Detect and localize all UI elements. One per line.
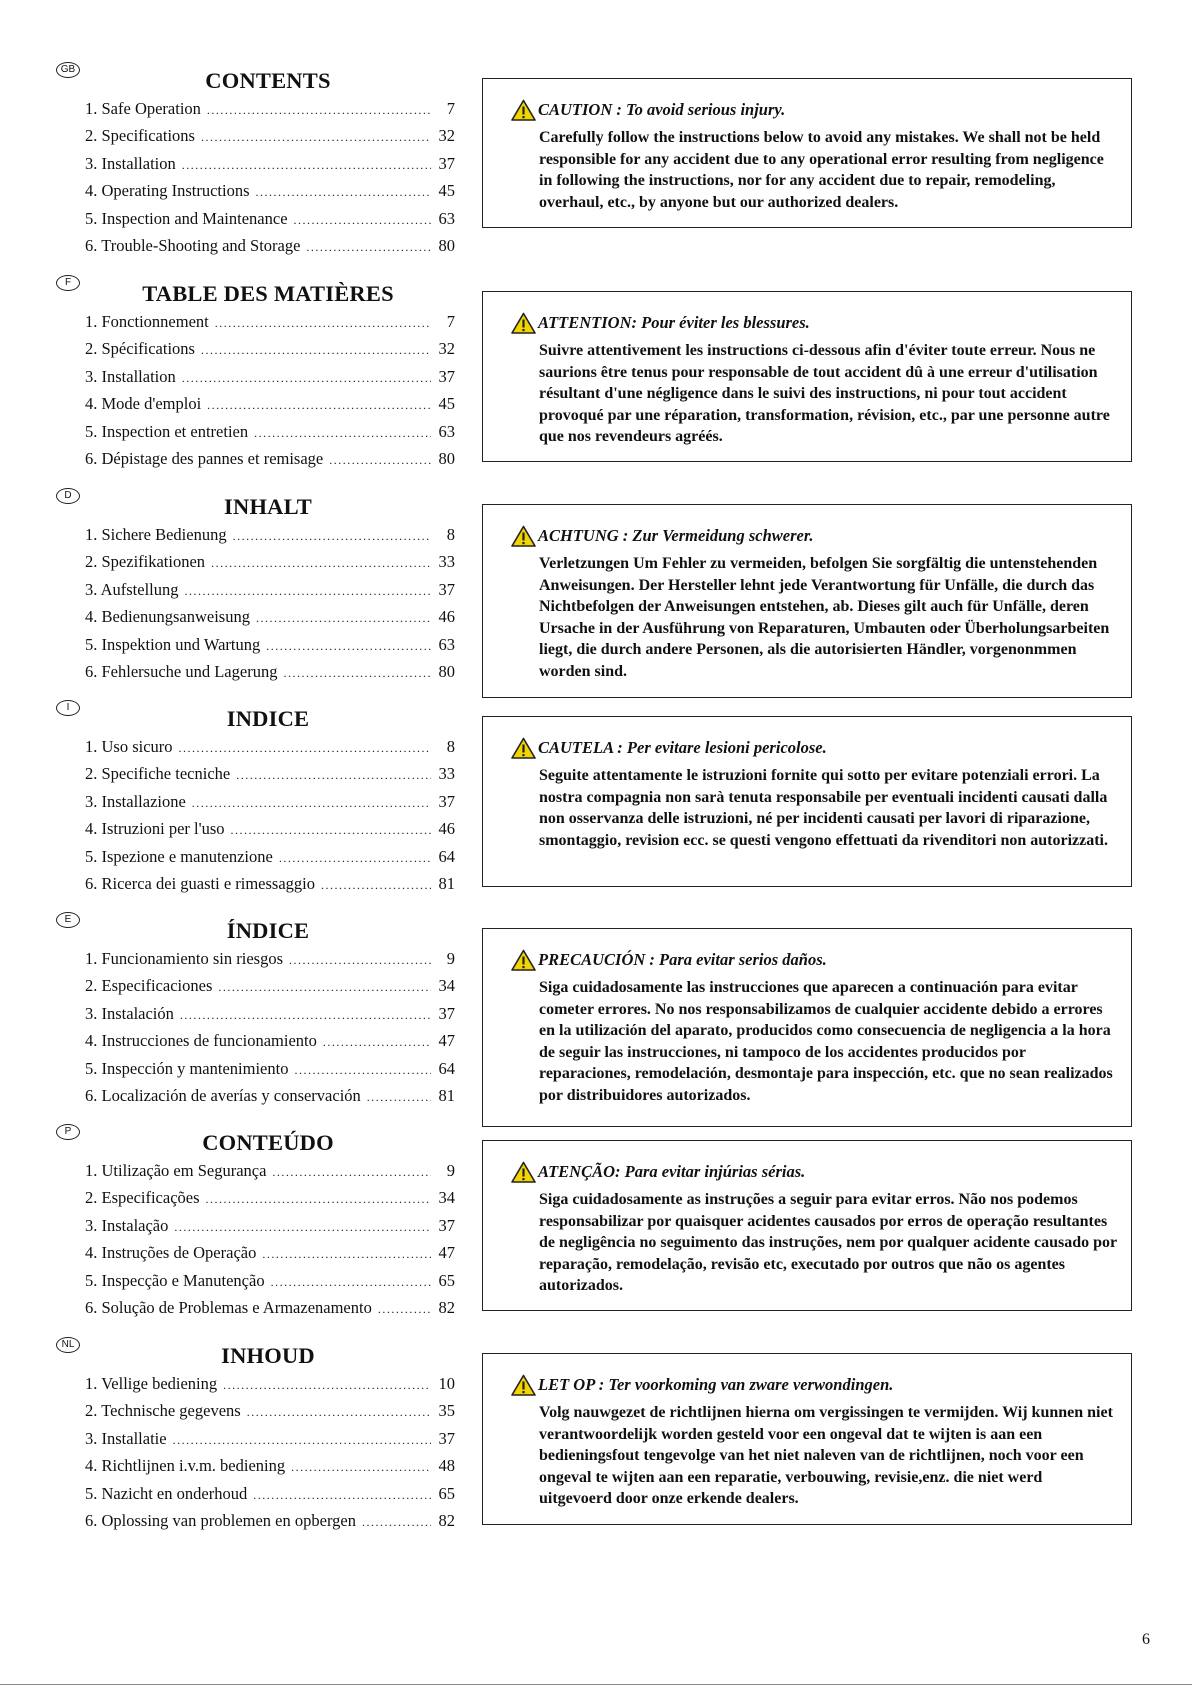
toc-entry-page: 33: [438, 552, 455, 572]
language-code-badge: GB: [56, 62, 80, 78]
toc-leader-dots: [182, 371, 431, 386]
toc-list: [85, 99, 455, 263]
caution-body-text: Verletzungen Um Fehler zu vermeiden, befolgen Sie sorgfältig die untenstehenden Anweisungen. Der Hersteller lehnt jede Verantwortung für Unfälle, die durch das Nichtbefolgen der Anweisungen entstehen, ab. Dieses gilt auch für Unfälle, deren Ursache in der Ausführung von Reparaturen, Umbauten oder Überholungsarbeiten liegt, die durch andere Personen, als die autorisierten Händler, vorgenonmmen worden sind.: [539, 555, 1110, 680]
toc-leader-dots: [362, 1515, 431, 1530]
toc-leader-dots: [223, 1378, 431, 1393]
toc-entry-label: 3. Instalação: [85, 1215, 169, 1235]
toc-entry-page: 64: [438, 846, 455, 866]
toc-leader-dots: [201, 343, 431, 358]
toc-entry-label: 5. Inspection et entretien: [85, 421, 249, 441]
toc-leader-dots: [306, 240, 431, 255]
toc-title: ÍNDICE: [226, 918, 310, 943]
warning-triangle-icon: [511, 312, 536, 334]
toc-leader-dots: [291, 1460, 431, 1475]
toc-leader-dots: [233, 529, 431, 544]
caution-heading-text: ATTENTION: Pour éviter les blessures.: [538, 313, 810, 332]
toc-entry-label: 2. Specifiche tecniche: [85, 764, 231, 784]
toc-leader-dots: [253, 1488, 431, 1503]
toc-entry[interactable]: [85, 312, 455, 339]
toc-entry[interactable]: [85, 1429, 455, 1456]
language-section: [0, 912, 1192, 1138]
toc-entry[interactable]: [85, 449, 455, 476]
toc-entry-label: 4. Istruzioni per l'uso: [85, 819, 225, 839]
toc-entry-page: 63: [438, 421, 455, 441]
toc-entry[interactable]: [85, 976, 455, 1003]
toc-title: INDICE: [226, 706, 310, 731]
toc-entry-label: 1. Safe Operation: [85, 99, 201, 118]
toc-leader-dots: [218, 980, 431, 995]
toc-entry-label: 3. Installazione: [85, 791, 186, 811]
toc-entry[interactable]: [85, 1456, 455, 1483]
caution-heading-text: LET OP : Ter voorkoming van zware verwondingen.: [538, 1375, 894, 1394]
toc-leader-dots: [211, 556, 431, 571]
toc-entry-label: 6. Trouble-Shooting and Storage: [85, 235, 301, 255]
toc-entry-label: 4. Operating Instructions: [85, 181, 250, 201]
caution-box: [482, 928, 1132, 1127]
toc-leader-dots: [323, 1035, 431, 1050]
warning-triangle-icon: [511, 99, 536, 121]
toc-entry[interactable]: [85, 819, 455, 846]
toc-entry-page: 7: [446, 312, 455, 331]
toc-entry[interactable]: [85, 1059, 455, 1086]
toc-entry-label: 2. Spezifikationen: [85, 552, 206, 572]
toc-entry-page: 81: [438, 1085, 455, 1105]
caution-body-text: Seguite attentamente le istruzioni fornite qui sotto per evitare potenziali errori. La nostra compagnia non sarà tenuta responsabile per eventuali incidenti causati dalla non osservanza delle istruzioni, né per incidenti causati per lavori di riparazione, smontaggio, revision ecc. se questi vengono effettuati da rivenditori non autorizzati.: [539, 767, 1108, 849]
toc-entry[interactable]: [85, 181, 455, 208]
toc-entry-label: 6. Ricerca dei guasti e rimessaggio: [85, 873, 316, 893]
caution-heading: [511, 525, 814, 547]
toc-entry-page: 32: [438, 339, 455, 359]
toc-leader-dots: [207, 103, 431, 118]
warning-triangle-icon: [511, 1161, 536, 1183]
toc-leader-dots: [247, 1405, 431, 1420]
toc-leader-dots: [173, 1433, 431, 1448]
toc-entry-page: 8: [446, 737, 455, 756]
toc-entry-page: 81: [438, 873, 455, 893]
toc-entry[interactable]: [85, 209, 455, 236]
toc-entry[interactable]: [85, 1511, 455, 1538]
toc-list: [85, 312, 455, 476]
toc-leader-dots: [174, 1220, 431, 1235]
toc-entry-page: 32: [438, 126, 455, 146]
toc-leader-dots: [378, 1302, 431, 1317]
toc-entry-label: 3. Instalación: [85, 1003, 174, 1023]
toc-entry-page: 47: [438, 1243, 455, 1263]
toc-list: [85, 1161, 455, 1325]
toc-entry-page: 45: [438, 181, 455, 201]
toc-entry-label: 4. Bedienungsanweisung: [85, 607, 250, 627]
toc-entry-page: 37: [438, 366, 455, 386]
toc-list: [85, 1374, 455, 1538]
toc-entry-page: 7: [446, 99, 455, 118]
language-code-badge: D: [56, 488, 80, 504]
toc-entry-page: 45: [438, 394, 455, 414]
toc-entry-label: 1. Sichere Bedienung: [85, 525, 227, 544]
language-section: [0, 62, 1192, 288]
language-section: [0, 275, 1192, 501]
toc-entry-page: 46: [438, 607, 455, 627]
language-section: [0, 700, 1192, 926]
toc-title: TABLE DES MATIÈRES: [142, 281, 394, 306]
toc-entry-label: 3. Installation: [85, 153, 176, 173]
toc-entry-page: 48: [438, 1456, 455, 1476]
caution-heading-text: ACHTUNG : Zur Vermeidung schwerer.: [538, 526, 814, 545]
toc-list: [85, 949, 455, 1113]
language-section: [0, 1337, 1192, 1563]
toc-title: CONTENTS: [205, 68, 331, 93]
toc-entry[interactable]: [85, 1401, 455, 1428]
toc-entry-page: 65: [438, 1270, 455, 1290]
toc-entry-label: 3. Aufstellung: [85, 579, 179, 599]
toc-entry[interactable]: [85, 635, 455, 662]
toc-entry[interactable]: [85, 339, 455, 366]
toc-entry-label: 5. Inspecção e Manutenção: [85, 1270, 265, 1290]
toc-leader-dots: [256, 611, 431, 626]
toc-entry-label: 1. Funcionamiento sin riesgos: [85, 949, 283, 968]
caution-body-text: Suivre attentivement les instructions ci-dessous afin d'éviter toute erreur. Nous ne saurions être tenus pour responsable de tout accident dû à une erreur d'utilisation résultant d'une négligence dans le suivi des instructions, ni pour tout accident provoqué par une réparation, transformation, révision, etc., par une personne autre que nos revendeurs agréés.: [539, 342, 1110, 445]
toc-entry[interactable]: [85, 1298, 455, 1325]
toc-leader-dots: [206, 1192, 431, 1207]
toc-entry-page: 37: [438, 579, 455, 599]
toc-leader-dots: [329, 453, 431, 468]
caution-heading: [511, 1374, 893, 1396]
toc-entry-label: 2. Specifications: [85, 126, 195, 146]
toc-entry[interactable]: [85, 1004, 455, 1031]
caution-heading: [511, 312, 810, 334]
language-section: [0, 1124, 1192, 1350]
toc-entry-label: 2. Especificaciones: [85, 976, 213, 996]
toc-leader-dots: [182, 158, 431, 173]
toc-title: INHALT: [224, 494, 312, 519]
toc-leader-dots: [289, 953, 431, 968]
language-section: [0, 488, 1192, 714]
toc-entry-page: 80: [438, 661, 455, 681]
toc-list: [85, 525, 455, 689]
toc-entry[interactable]: [85, 874, 455, 901]
toc-entry[interactable]: [85, 126, 455, 153]
toc-leader-dots: [262, 1247, 431, 1262]
toc-entry-label: 3. Installatie: [85, 1428, 167, 1448]
toc-entry-page: 46: [438, 819, 455, 839]
caution-box: [482, 78, 1132, 228]
toc-leader-dots: [256, 185, 431, 200]
toc-entry-label: 2. Spécifications: [85, 339, 195, 359]
toc-title: CONTEÚDO: [202, 1130, 334, 1155]
toc-entry-label: 1. Utilização em Segurança: [85, 1161, 267, 1180]
toc-entry[interactable]: [85, 1086, 455, 1113]
toc-entry[interactable]: [85, 792, 455, 819]
toc-leader-dots: [185, 584, 432, 599]
toc-entry-label: 2. Especificações: [85, 1188, 200, 1208]
caution-heading: [511, 1161, 805, 1183]
toc-entry-label: 6. Oplossing van problemen en opbergen: [85, 1510, 356, 1530]
toc-leader-dots: [179, 741, 431, 756]
toc-leader-dots: [192, 796, 431, 811]
toc-leader-dots: [215, 316, 431, 331]
caution-body-text: Siga cuidadosamente as instruções a seguir para evitar erros. Não nos podemos responsabilizar por quaisquer acidentes causados por erros de operação resultantes de negligência no seguimento das instruções, nem por qualquer acidente causado por reparação, remodelação, revisão etc, executado por outros que não os agentes autorizados.: [539, 1191, 1117, 1294]
toc-leader-dots: [367, 1090, 431, 1105]
language-code-badge: F: [56, 275, 80, 291]
caution-heading-text: PRECAUCIÓN : Para evitar serios daños.: [538, 950, 827, 969]
toc-entry-page: 37: [438, 1215, 455, 1235]
toc-entry-page: 80: [438, 235, 455, 255]
warning-triangle-icon: [511, 1374, 536, 1396]
toc-leader-dots: [321, 878, 431, 893]
toc-entry[interactable]: [85, 154, 455, 181]
toc-entry-label: 6. Dépistage des pannes et remisage: [85, 448, 324, 468]
toc-entry[interactable]: [85, 367, 455, 394]
toc-entry-label: 6. Solução de Problemas e Armazenamento: [85, 1297, 372, 1317]
toc-entry-page: 10: [438, 1374, 455, 1393]
toc-entry-page: 37: [438, 153, 455, 173]
toc-title: INHOUD: [221, 1343, 315, 1368]
toc-entry[interactable]: [85, 525, 455, 552]
toc-entry[interactable]: [85, 580, 455, 607]
toc-leader-dots: [254, 426, 431, 441]
caution-heading-text: CAUTION : To avoid serious injury.: [538, 100, 786, 119]
toc-entry-page: 47: [438, 1031, 455, 1051]
caution-heading-text: ATENÇÃO: Para evitar injúrias sérias.: [538, 1162, 806, 1181]
toc-entry-page: 9: [446, 949, 455, 968]
toc-entry-page: 63: [438, 208, 455, 228]
toc-entry[interactable]: [85, 1271, 455, 1298]
toc-entry[interactable]: [85, 1243, 455, 1270]
toc-entry-page: 34: [438, 1188, 455, 1208]
toc-entry-page: 82: [438, 1297, 455, 1317]
toc-entry-page: 37: [438, 1428, 455, 1448]
toc-entry-page: 63: [438, 634, 455, 654]
toc-leader-dots: [283, 666, 431, 681]
toc-entry-label: 4. Instrucciones de funcionamiento: [85, 1031, 317, 1051]
toc-entry-label: 1. Fonctionnement: [85, 312, 209, 331]
toc-leader-dots: [266, 639, 431, 654]
toc-leader-dots: [294, 1063, 431, 1078]
toc-entry[interactable]: [85, 737, 455, 764]
caution-heading: [511, 949, 827, 971]
toc-entry-label: 3. Installation: [85, 366, 176, 386]
toc-entry[interactable]: [85, 99, 455, 126]
toc-entry-page: 34: [438, 976, 455, 996]
page-number: 6: [1142, 1631, 1150, 1648]
toc-entry-label: 6. Fehlersuche und Lagerung: [85, 661, 278, 681]
toc-entry[interactable]: [85, 662, 455, 689]
toc-leader-dots: [279, 851, 431, 866]
caution-body-text: Siga cuidadosamente las instrucciones que aparecen a continuación para evitar cometer errores. No nos responsabilizamos de cualquier accidente debido a errores en la utilización del aparato, producidos como consecuencia de negligencia a la hora de seguir las instrucciones, ni tampoco de los accidentes producidos por reparaciones, remodelación, desmontaje para inspección, etc. que no sean realizados por distribuidores autorizados.: [539, 979, 1113, 1104]
toc-leader-dots: [207, 398, 431, 413]
toc-list: [85, 737, 455, 901]
toc-entry-page: 8: [446, 525, 455, 544]
toc-entry[interactable]: [85, 394, 455, 421]
caution-heading-text: CAUTELA : Per evitare lesioni pericolose.: [538, 738, 827, 757]
warning-triangle-icon: [511, 949, 536, 971]
toc-entry[interactable]: [85, 1031, 455, 1058]
toc-entry-label: 2. Technische gegevens: [85, 1401, 241, 1421]
toc-entry-label: 5. Inspektion und Wartung: [85, 634, 261, 654]
toc-entry[interactable]: [85, 607, 455, 634]
toc-entry-page: 80: [438, 448, 455, 468]
toc-entry[interactable]: [85, 1484, 455, 1511]
toc-leader-dots: [236, 768, 431, 783]
language-code-badge: E: [56, 912, 80, 928]
toc-entry-label: 5. Ispezione e manutenzione: [85, 846, 273, 866]
caution-box: [482, 504, 1132, 698]
toc-entry[interactable]: [85, 1374, 455, 1401]
caution-heading: [511, 99, 785, 121]
toc-leader-dots: [272, 1165, 431, 1180]
toc-entry-page: 9: [446, 1161, 455, 1180]
toc-entry-page: 33: [438, 764, 455, 784]
toc-leader-dots: [294, 213, 431, 228]
toc-entry-page: 37: [438, 1003, 455, 1023]
toc-entry-label: 6. Localización de averías y conservación: [85, 1085, 361, 1105]
toc-leader-dots: [180, 1008, 431, 1023]
warning-triangle-icon: [511, 525, 536, 547]
caution-heading: [511, 737, 827, 759]
toc-entry-label: 4. Instruções de Operação: [85, 1243, 257, 1263]
toc-entry-label: 5. Inspection and Maintenance: [85, 208, 288, 228]
caution-body-text: Volg nauwgezet de richtlijnen hierna om vergissingen te vermijden. Wij kunnen niet verantwoordelijk worden gesteld voor een ongeval dat te wijten is aan een bedieningsfout tengevolge van het niet naleven van de richtlijnen, noch voor een ongeval te wijten aan een reparatie, verbouwing, revisie,enz. die niet werd uitgevoerd door onze erkende dealers.: [539, 1404, 1113, 1507]
toc-entry[interactable]: [85, 236, 455, 263]
toc-entry[interactable]: [85, 764, 455, 791]
toc-entry[interactable]: [85, 1161, 455, 1188]
caution-box: [482, 716, 1132, 887]
toc-entry-label: 5. Inspección y mantenimiento: [85, 1058, 289, 1078]
toc-entry-page: 65: [438, 1483, 455, 1503]
toc-entry-page: 37: [438, 791, 455, 811]
toc-entry[interactable]: [85, 1216, 455, 1243]
toc-entry-label: 1. Vellige bediening: [85, 1374, 218, 1393]
toc-leader-dots: [201, 130, 431, 145]
toc-leader-dots: [231, 823, 431, 838]
toc-entry[interactable]: [85, 422, 455, 449]
toc-leader-dots: [271, 1275, 431, 1290]
language-code-badge: I: [56, 700, 80, 716]
toc-entry-label: 4. Mode d'emploi: [85, 394, 202, 414]
toc-entry-label: 1. Uso sicuro: [85, 737, 173, 756]
toc-entry[interactable]: [85, 847, 455, 874]
caution-body-text: Carefully follow the instructions below to avoid any mistakes. We shall not be held responsible for any accident due to any operational error resulting from negligence in following the instructions, nor for any accident due to repair, remodeling, overhaul, etc., by anyone but our authorized dealers.: [539, 129, 1104, 211]
warning-triangle-icon: [511, 737, 536, 759]
toc-entry-label: 4. Richtlijnen i.v.m. bediening: [85, 1456, 286, 1476]
toc-entry[interactable]: [85, 552, 455, 579]
toc-entry-label: 5. Nazicht en onderhoud: [85, 1483, 248, 1503]
toc-entry[interactable]: [85, 949, 455, 976]
language-code-badge: P: [56, 1124, 80, 1140]
caution-box: [482, 1140, 1132, 1311]
caution-box: [482, 1353, 1132, 1525]
toc-entry[interactable]: [85, 1188, 455, 1215]
caution-box: [482, 291, 1132, 462]
toc-entry-page: 82: [438, 1510, 455, 1530]
language-code-badge: NL: [56, 1337, 80, 1353]
toc-entry-page: 35: [438, 1401, 455, 1421]
toc-entry-page: 64: [438, 1058, 455, 1078]
